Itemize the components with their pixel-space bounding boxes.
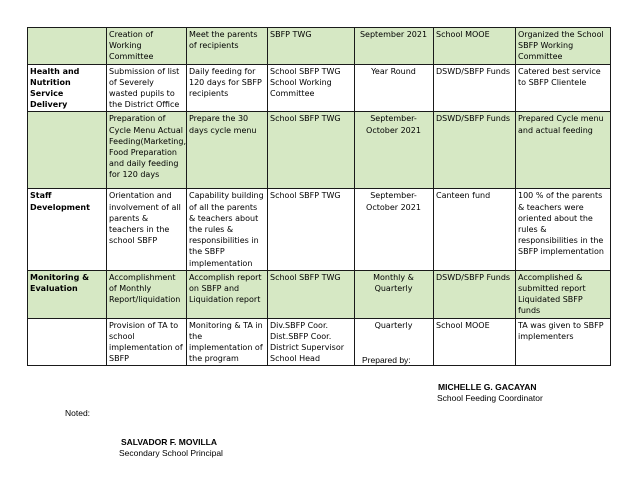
time-frame-cell: Year Round (355, 64, 434, 112)
area-cell: Health and Nutrition Service Delivery (28, 64, 107, 112)
strategy-cell: Daily feeding for 120 days for SBFP recipients (187, 64, 268, 112)
responsible-cell: School SBFP TWG (268, 189, 355, 270)
resources-cell: DSWD/SBFP Funds (434, 64, 516, 112)
strategy-cell: Monitoring & TA in the implementation of the program (187, 318, 268, 366)
area-cell (28, 28, 107, 65)
area-cell (28, 318, 107, 366)
table-row (28, 318, 611, 366)
strategy-cell: Capability building of all the parents & teachers about the rules & responsibilities in the SBFP implementation (187, 189, 268, 270)
table-row (28, 64, 611, 112)
preparer-title: School Feeding Coordinator (437, 393, 543, 403)
prepared-by-label: Prepared by: (362, 355, 411, 365)
activity-cell: Preparation of Cycle Menu Actual Feeding(Marketing, Food Preparation and daily feeding for 120 days (107, 112, 187, 189)
time-frame-cell: September 2021 (355, 28, 434, 65)
strategy-cell: Meet the parents of recipients (187, 28, 268, 65)
resources-cell: Canteen fund (434, 189, 516, 270)
outcome-cell: Accomplished & submitted report Liquidated SBFP funds (516, 270, 611, 318)
time-frame-cell: September-October 2021 (355, 189, 434, 270)
responsible-cell: SBFP TWG (268, 28, 355, 65)
activity-cell: Submission of list of Severely wasted pupils to the District Office (107, 64, 187, 112)
noter-name: SALVADOR F. MOVILLA (121, 437, 218, 447)
resources-cell: School MOOE (434, 318, 516, 366)
table-row (28, 112, 611, 189)
area-cell: Staff Development (28, 189, 107, 270)
responsible-cell: School SBFP TWG School Working Committee (268, 64, 355, 112)
time-frame-cell: Monthly & Quarterly (355, 270, 434, 318)
resources-cell: DSWD/SBFP Funds (434, 270, 516, 318)
resources-cell: School MOOE (434, 28, 516, 65)
table-row (28, 28, 611, 65)
area-cell: Monitoring & Evaluation (28, 270, 107, 318)
activity-cell: Provision of TA to school implementation of SBFP (107, 318, 187, 366)
noted-label: Noted: (65, 408, 91, 418)
responsible-cell: School SBFP TWG (268, 270, 355, 318)
preparer-name: MICHELLE G. GACAYAN (438, 382, 537, 392)
outcome-cell: Organized the School SBFP Working Committee (516, 28, 611, 65)
outcome-cell: Catered best service to SBFP Clientele (516, 64, 611, 112)
responsible-cell: Div.SBFP Coor. Dist.SBFP Coor. District Supervisor School Head (268, 318, 355, 366)
area-cell (28, 112, 107, 189)
activity-cell: Creation of Working Committee (107, 28, 187, 65)
time-frame-cell: Quarterly (355, 318, 434, 366)
strategy-cell: Prepare the 30 days cycle menu (187, 112, 268, 189)
strategy-cell: Accomplish report on SBFP and Liquidation report (187, 270, 268, 318)
action-plan-table (27, 27, 611, 366)
outcome-cell: TA was given to SBFP implementers (516, 318, 611, 366)
outcome-cell: Prepared Cycle menu and actual feeding (516, 112, 611, 189)
table-row (28, 270, 611, 318)
activity-cell: Orientation and involvement of all parents & teachers in the school SBFP (107, 189, 187, 270)
time-frame-cell: September-October 2021 (355, 112, 434, 189)
outcome-cell: 100 % of the parents & teachers were oriented about the rules & responsibilities in the SBFP implementation (516, 189, 611, 270)
resources-cell: DSWD/SBFP Funds (434, 112, 516, 189)
activity-cell: Accomplishment of Monthly Report/liquidation (107, 270, 187, 318)
responsible-cell: School SBFP TWG (268, 112, 355, 189)
noter-title: Secondary School Principal (119, 448, 223, 458)
table-row (28, 189, 611, 270)
